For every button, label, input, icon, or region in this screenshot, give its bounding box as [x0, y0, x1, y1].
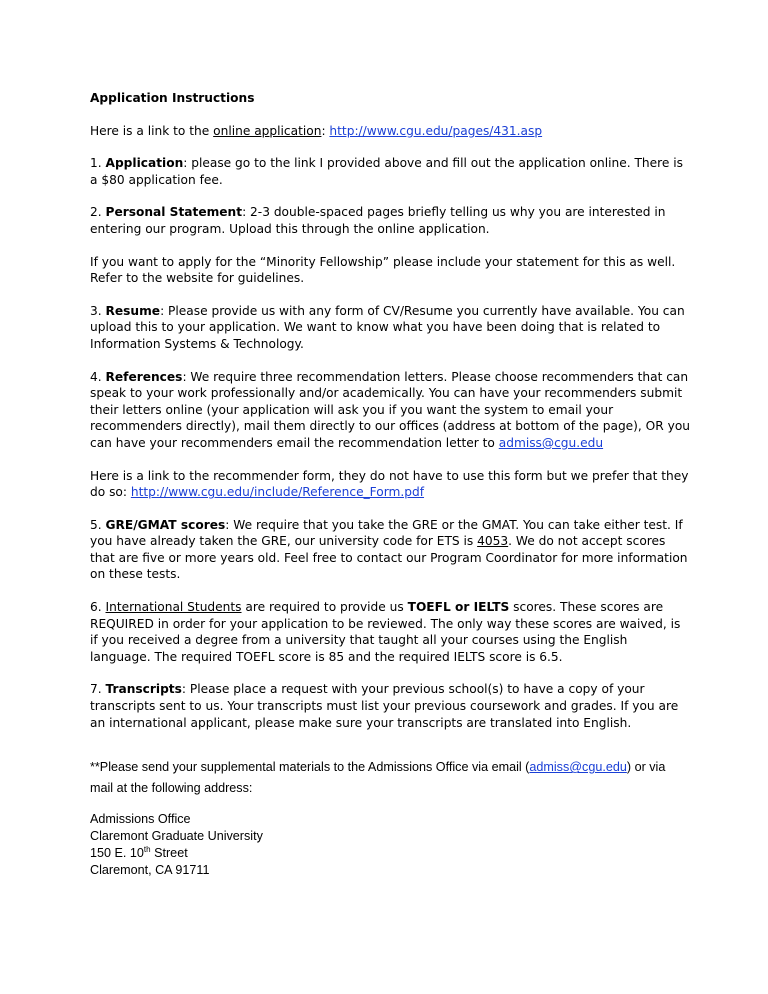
item-text-after: scores. These scores are REQUIRED in order for your application to be reviewed. The only way these scores are waived, is if you received a degree from a university that taught all your courses using the English language. The required TOEFL score is 85 and the required IELTS score is 6.5.: [90, 600, 681, 664]
item-text: are required to provide us: [241, 600, 408, 615]
item-resume: [90, 303, 690, 353]
item-number: 4.: [90, 369, 106, 384]
supplemental-text: **Please send your supplemental materials to the Admissions Office via email (: [90, 760, 530, 775]
item-international-students: [90, 599, 690, 665]
recommender-text: Here is a link to the recommender form, they do not have to use this form but we prefer that they do so:: [90, 468, 689, 500]
intro-colon: :: [321, 123, 330, 138]
address-line-city: Claremont, CA 91711: [90, 863, 210, 878]
ets-code: 4053: [477, 534, 509, 549]
item-text: : Please provide us with any form of CV/Resume you currently have available. You can upload this to your application. We want to know what you have been doing that is related to Information Systems & Technology.: [90, 303, 685, 351]
item-transcripts: [90, 681, 690, 731]
online-application-label[interactable]: online application: [213, 123, 322, 138]
item-text: : Please place a request with your previous school(s) to have a copy of your transcripts sent to us. Your transcripts must list your previous coursework and grades. If you are an international applicant, please make sure your transcripts are translated into English.: [90, 682, 679, 730]
street-ordinal: th: [143, 845, 151, 855]
item-number: 3.: [90, 303, 106, 318]
section-spacer: [90, 747, 690, 757]
page-title: Application Instructions: [90, 91, 255, 105]
supplemental-email-link[interactable]: admiss@cgu.edu: [529, 760, 627, 775]
address-line-university: Claremont Graduate University: [90, 829, 263, 844]
item-references: [90, 369, 690, 452]
address-line-street: [90, 845, 690, 862]
mailing-address: [90, 811, 690, 879]
item-personal-statement: [90, 204, 690, 237]
street-number: 150 E. 10: [90, 846, 144, 861]
item-heading: Personal Statement: [105, 205, 243, 220]
item-number: 6.: [90, 600, 106, 615]
item-text: : We require that you take the GRE or the GMAT. You can take either test. If you have already taken the GRE, our university code for ETS is: [90, 517, 683, 549]
item-number: 1.: [90, 156, 106, 171]
address-line-office: Admissions Office: [90, 812, 191, 827]
item-gre-gmat: [90, 517, 690, 583]
recommender-form-link[interactable]: http://www.cgu.edu/include/Reference_Form.pdf: [130, 485, 425, 500]
item-heading: GRE/GMAT scores: [105, 517, 226, 532]
item-application: [90, 155, 690, 188]
item-text: : please go to the link I provided above and fill out the application online. There is a $80 application fee.: [90, 156, 684, 187]
toefl-ielts-label: TOEFL or IELTS: [407, 600, 510, 615]
document-page: [90, 90, 690, 879]
item-text: : 2-3 double-spaced pages briefly telling us why you are interested in entering our program. Upload this through the online application.: [90, 205, 666, 236]
supplemental-paragraph: [90, 757, 690, 799]
item-text-after: . We do not accept scores that are five or more years old. Feel free to contact our Program Coordinator for more information on these tests.: [90, 534, 688, 582]
item-heading: Resume: [105, 303, 161, 318]
minority-fellowship-paragraph: If you want to apply for the “Minority Fellowship” please include your statement for this as well. Refer to the website for guidelines.: [90, 254, 676, 286]
item-heading: Application: [105, 156, 184, 171]
item-number: 2.: [90, 205, 106, 220]
intro-paragraph: [90, 123, 690, 140]
references-email-link[interactable]: admiss@cgu.edu: [498, 435, 604, 450]
supplemental-text-after: ) or via mail at the following address:: [90, 760, 666, 796]
intro-text: Here is a link to the: [90, 123, 214, 138]
supplemental-section: [90, 757, 690, 879]
item-heading: Transcripts: [105, 682, 182, 697]
item-number: 5.: [90, 517, 106, 532]
street-suffix: Street: [150, 846, 188, 861]
item-heading: References: [105, 369, 183, 384]
international-students-link[interactable]: International Students: [105, 600, 242, 615]
item-number: 7.: [90, 682, 106, 697]
online-application-link[interactable]: http://www.cgu.edu/pages/431.asp: [329, 123, 543, 138]
recommender-form-paragraph: [90, 468, 690, 501]
item-text: : We require three recommendation letters. Please choose recommenders that can speak to your work professionally and/or academically. You can have your recommenders submit their letters online (your application will ask you if you want the system to email your recommenders directly), mail them directly to our offices (address at bottom of the page), OR you can have your recommenders email the recommendation letter to: [90, 369, 691, 450]
